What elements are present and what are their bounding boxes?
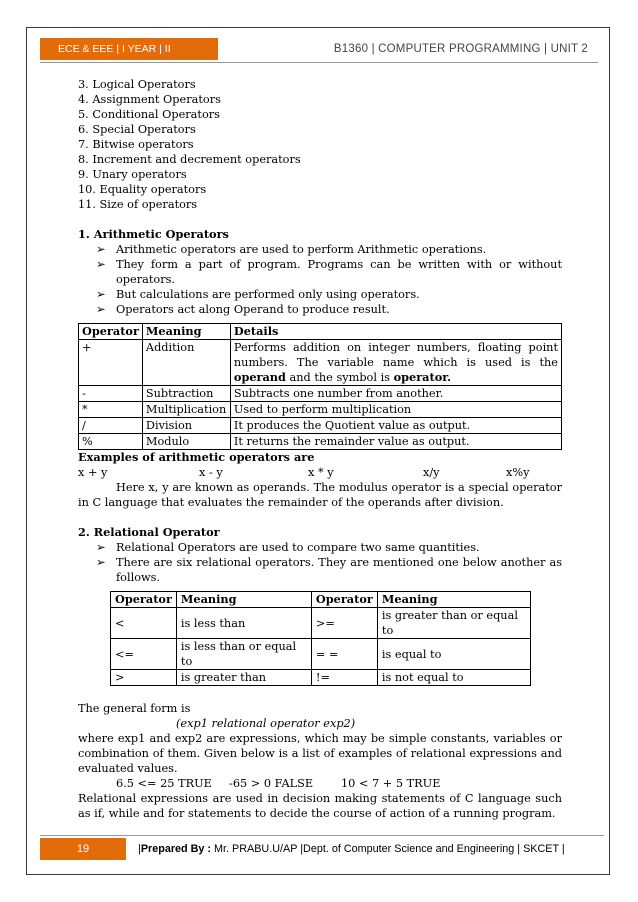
example-expression: x - y [199, 466, 223, 479]
header-unit-title: B1360 | COMPUTER PROGRAMMING | UNIT 2 [333, 43, 588, 55]
example-expression: x/y [423, 466, 440, 479]
details-cell: Used to perform multiplication [230, 402, 561, 418]
table-row [111, 670, 531, 686]
example-expression: 10 < 7 + 5 TRUE [341, 777, 441, 790]
meaning-cell: Division [142, 418, 230, 434]
bullet-item: ➢ Relational Operators are used to compare two same quantities. [96, 541, 480, 554]
page-number: 19 [40, 838, 126, 860]
table-cell: = = [311, 639, 377, 670]
list-item: 5. Conditional Operators [78, 108, 220, 121]
footer-divider [40, 835, 604, 836]
details-cell: It produces the Quotient value as output. [230, 418, 561, 434]
meaning-cell: Subtraction [142, 386, 230, 402]
operator-cell: / [79, 418, 143, 434]
example-expression: x * y [308, 466, 334, 479]
arithmetic-bullets [78, 242, 562, 317]
arrow-bullet-icon: ➢ [96, 288, 106, 301]
relational-operators-table [110, 591, 531, 686]
page-content [78, 77, 562, 821]
bullet-item: ➢ There are six relational operators. They are mentioned one below another as follows. [96, 556, 562, 584]
table-cell: > [111, 670, 177, 686]
expressions-paragraph: where exp1 and exp2 are expressions, which may be simple constants, variables or combination of them. Given below is a list of examples of relational expressions and evaluated values. [78, 732, 562, 775]
relational-section-title: 2. Relational Operator [78, 525, 220, 539]
details-cell: Performs addition on integer numbers, floating point numbers. The variable name which is used is the operand and the symbol is operator. [230, 340, 561, 386]
meaning-cell: Modulo [142, 434, 230, 450]
general-form-expression: (exp1 relational operator exp2) [176, 717, 356, 730]
arrow-bullet-icon: ➢ [96, 541, 106, 554]
header-course-label: ECE & EEE | I YEAR | II SEMESTER [40, 38, 218, 60]
table-cell: is less than or equal to [176, 639, 311, 670]
example-expression: -65 > 0 FALSE [229, 777, 314, 790]
table-cell: != [311, 670, 377, 686]
examples-title: Examples of arithmetic operators are [78, 450, 315, 464]
list-item: 6. Special Operators [78, 123, 196, 136]
table-row [79, 434, 562, 450]
operator-cell: + [79, 340, 143, 386]
table-row [111, 639, 531, 670]
table-header-row [79, 324, 562, 340]
table-cell: <= [111, 639, 177, 670]
column-header: Meaning [377, 592, 530, 608]
example-expression: 6.5 <= 25 TRUE [116, 777, 212, 790]
bullet-item: ➢ Arithmetic operators are used to perform Arithmetic operations. [96, 243, 487, 256]
operator-cell: - [79, 386, 143, 402]
list-item: 7. Bitwise operators [78, 138, 194, 151]
table-cell: is greater than [176, 670, 311, 686]
bullet-item: ➢ Operators act along Operand to produce result. [96, 303, 390, 316]
list-item: 8. Increment and decrement operators [78, 153, 301, 166]
table-cell: is greater than or equal to [377, 608, 530, 639]
table-row [79, 340, 562, 386]
page-header [40, 38, 598, 77]
details-cell: It returns the remainder value as output. [230, 434, 561, 450]
arrow-bullet-icon: ➢ [96, 556, 106, 569]
page-footer [40, 835, 608, 859]
arithmetic-operators-table [78, 323, 562, 450]
example-expression: x%y [506, 466, 530, 479]
column-header: Operator [311, 592, 377, 608]
bullet-item: ➢ But calculations are performed only using operators. [96, 288, 420, 301]
operator-cell: % [79, 434, 143, 450]
arrow-bullet-icon: ➢ [96, 243, 106, 256]
general-form-label: The general form is [78, 702, 191, 715]
column-header: Meaning [176, 592, 311, 608]
table-row [79, 402, 562, 418]
relational-examples [78, 776, 562, 791]
list-item: 10. Equality operators [78, 183, 207, 196]
table-row [111, 608, 531, 639]
column-header: Details [230, 324, 561, 340]
details-cell: Subtracts one number from another. [230, 386, 561, 402]
meaning-cell: Multiplication [142, 402, 230, 418]
operands-note: Here x, y are known as operands. The modulus operator is a special operator in C language that evaluates the remainder of the operands after division. [78, 481, 562, 509]
decision-making-paragraph: Relational expressions are used in decision making statements of C language such as if, while and for statements to decide the course of action of a running program. [78, 792, 562, 820]
column-header: Meaning [142, 324, 230, 340]
footer-credits: |Prepared By : Mr. PRABU.U/AP |Dept. of Computer Science and Engineering | SKCET | [138, 843, 565, 855]
arithmetic-examples [78, 465, 562, 480]
list-item: 4. Assignment Operators [78, 93, 221, 106]
list-item: 11. Size of operators [78, 198, 198, 211]
arithmetic-section-title: 1. Arithmetic Operators [78, 227, 229, 241]
operator-list [78, 77, 562, 212]
table-row [79, 418, 562, 434]
table-cell: is equal to [377, 639, 530, 670]
table-cell: < [111, 608, 177, 639]
table-cell: is less than [176, 608, 311, 639]
list-item: 3. Logical Operators [78, 78, 196, 91]
bullet-item: ➢ They form a part of program. Programs can be written with or without operators. [96, 258, 562, 286]
column-header: Operator [111, 592, 177, 608]
header-divider [40, 62, 598, 63]
table-cell: is not equal to [377, 670, 530, 686]
table-cell: >= [311, 608, 377, 639]
column-header: Operator [79, 324, 143, 340]
table-row [79, 386, 562, 402]
arrow-bullet-icon: ➢ [96, 303, 106, 316]
arrow-bullet-icon: ➢ [96, 258, 106, 271]
operator-cell: * [79, 402, 143, 418]
meaning-cell: Addition [142, 340, 230, 386]
example-expression: x + y [78, 466, 108, 479]
relational-bullets [78, 540, 562, 585]
table-header-row [111, 592, 531, 608]
list-item: 9. Unary operators [78, 168, 187, 181]
